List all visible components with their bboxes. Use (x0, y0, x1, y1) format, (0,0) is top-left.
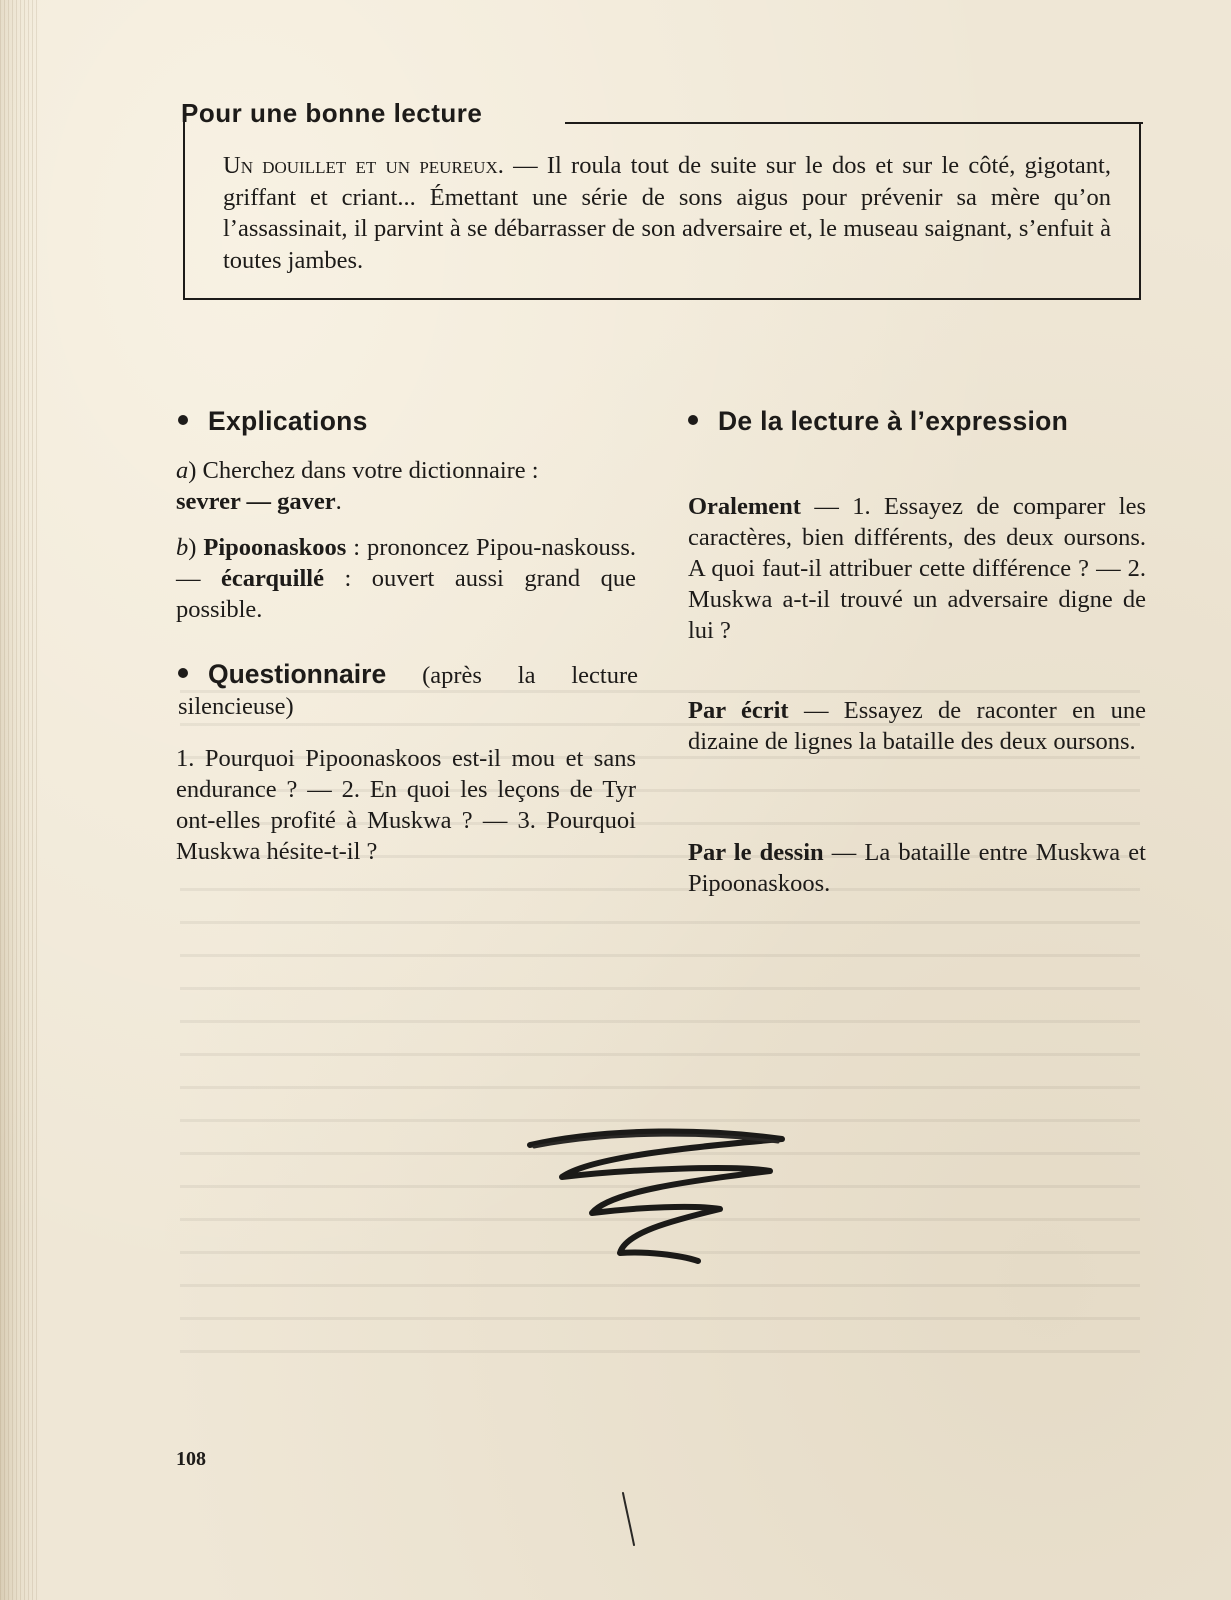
page-edge (0, 0, 40, 1600)
questionnaire-heading-text: Questionnaire (208, 659, 387, 689)
bullet-icon (688, 415, 698, 425)
pen-stroke-icon (620, 1490, 640, 1550)
excerpt-body: — Il roula tout de suite sur le dos et sur le côté, gigotant, griffant et criant... Émettant une série de sons aigus pour prévenir sa mère qu’on l’assassinait, il parvint à se débarrasser de son adversaire et, le museau saignant, s’enfuit à toutes jambes. (223, 152, 1111, 274)
explications-heading-text: Explications (208, 406, 368, 436)
expression-ecrit (688, 695, 1146, 757)
questionnaire-heading (178, 659, 386, 689)
bullet-icon (178, 415, 188, 425)
excerpt-title: Un douillet et un peureux. (223, 152, 504, 179)
item-b-term-2: écarquillé (221, 565, 324, 592)
ecrit-label: Par écrit (688, 697, 789, 724)
dessin-text: — La bataille entre Muskwa et Pipoonaskoos. (688, 839, 1146, 897)
questionnaire-questions: 1. Pourquoi Pipoonaskoos est-il mou et sans endurance ? — 2. En quoi les leçons de Tyr ont-elles profité à Muskwa ? — 3. Pourquoi Muskwa hésite-t-il ? (176, 745, 636, 865)
questionnaire-heading-block (178, 659, 638, 722)
expression-dessin (688, 837, 1146, 899)
item-a-end: . (335, 488, 342, 515)
pen-squiggle-icon (520, 1125, 820, 1285)
reading-excerpt (223, 150, 1111, 276)
reading-section-title: Pour une bonne lecture (181, 98, 483, 128)
item-a-text: ) Cherchez dans votre dictionnaire : (188, 457, 539, 484)
item-a-words: sevrer — gaver (176, 488, 336, 515)
item-b-marker: b (176, 534, 189, 561)
expression-heading (688, 406, 1068, 437)
item-b-text-2: : ouvert aussi grand que possible. (176, 565, 636, 623)
oral-text: — 1. Essayez de comparer les caractères, bien différents, des deux oursons. A quoi faut-il attribuer cette différence ? — 2. Muskwa a-t-il trouvé un adversaire digne de lui ? (688, 493, 1146, 644)
expression-heading-text: De la lecture à l’expression (718, 406, 1069, 436)
dessin-label: Par le dessin (688, 839, 824, 866)
expression-oral (688, 491, 1146, 646)
item-b-text-1: : prononcez Pipou-naskouss. — (176, 534, 636, 592)
oral-label: Oralement (688, 493, 801, 520)
explications-heading (178, 406, 368, 437)
explication-b: b) Pipoonaskoos : prononcez Pipou-naskouss. — écarquillé : ouvert aussi grand que possible. (176, 534, 636, 623)
item-a-marker: a (176, 457, 189, 484)
page-number: 108 (176, 1448, 206, 1470)
questionnaire-subtitle: (après la lecture silencieuse) (178, 662, 638, 720)
ecrit-text: — Essayez de raconter en une dizaine de lignes la bataille des deux oursons. (688, 697, 1146, 755)
explication-a (176, 455, 636, 517)
item-b-term-1: Pipoonaskoos (203, 534, 347, 561)
bullet-icon (178, 668, 188, 678)
